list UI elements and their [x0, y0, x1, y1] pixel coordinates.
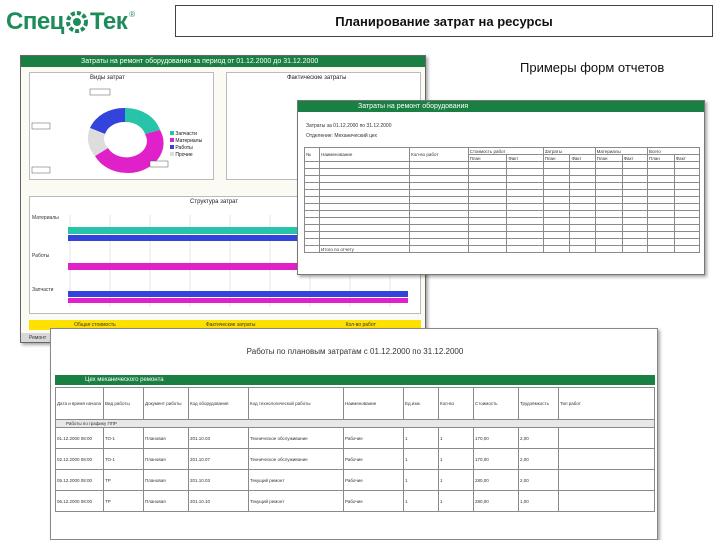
panel-title: Фактические затраты [287, 75, 347, 81]
table-row [305, 197, 700, 204]
table-row [305, 204, 700, 211]
legend-item: Работы [170, 145, 202, 152]
summary-item: Общая стоимость [74, 322, 116, 328]
column-header: Трудоёмкость [519, 388, 559, 420]
filter-label: Отделение: Механический цех [306, 133, 378, 139]
window-title-bar[interactable]: Затраты на ремонт оборудования за период от 01.12.2000 до 31.12.2000 [21, 56, 425, 67]
column-header: № [305, 148, 320, 162]
page-title: Планирование затрат на ресурсы [175, 5, 713, 37]
bar-label: Работы [32, 253, 50, 259]
table-row [305, 211, 700, 218]
table-row [305, 183, 700, 190]
table-row: 06.12.2000 08:00 ТР Плановая 201.10.10 Текущий ремонт Рабочие 1 1 280,00 1,00 [56, 491, 655, 512]
column-subheader: План [647, 155, 674, 162]
donut-legend [170, 131, 202, 159]
table-row: 01.12.2000 08:00 ТО-1 Плановая 201.10.03 Техническое обслуживание Рабочие 1 1 170,00 2,00 [56, 428, 655, 449]
cost-table-window[interactable] [297, 100, 705, 275]
column-header: Вид работы [104, 388, 144, 420]
column-header: Кол-во работ [410, 148, 469, 162]
panel-title: Виды затрат [90, 75, 125, 81]
subsection-row: Работы по графику ППР [56, 420, 655, 428]
gear-icon [66, 11, 88, 33]
logo-registered: ® [129, 10, 136, 19]
logo-text-right: Тек [89, 8, 128, 35]
column-header: Документ работы [144, 388, 189, 420]
table-row: 02.12.2000 08:00 ТО-1 Плановая 201.10.07 Техническое обслуживание Рабочие 1 1 170,00 2,00 [56, 449, 655, 470]
report-title: Работы по плановым затратам с 01.12.2000 по 31.12.2000 [246, 347, 464, 356]
planned-works-report-window[interactable] [50, 328, 658, 540]
cost-types-panel [29, 72, 214, 180]
column-header: Наименование [320, 148, 410, 162]
column-header: Код оборудования [189, 388, 249, 420]
column-header: Наименование [344, 388, 404, 420]
bar-label: Материалы [32, 215, 59, 221]
summary-item: Фактические затраты [205, 322, 256, 328]
column-subheader: План [543, 155, 570, 162]
legend-item: Прочие [170, 152, 202, 159]
table-row [305, 218, 700, 225]
column-header: Дата и время начала [56, 388, 104, 420]
column-header: Материалы [595, 148, 647, 155]
status-bar: Ремонт [21, 333, 426, 343]
planned-works-table [55, 387, 655, 512]
column-header: Кол-во [439, 388, 474, 420]
table-row [305, 225, 700, 232]
table-row [305, 162, 700, 169]
table-row: 05.12.2000 08:00 ТР Плановая 201.10.03 Текущий ремонт Рабочие 1 1 280,00 2,00 [56, 470, 655, 491]
column-header: Код технологической работы [249, 388, 344, 420]
column-header: Стоимость работ [468, 148, 543, 155]
bar-spares [68, 291, 408, 297]
bar-spares-2 [68, 298, 408, 303]
summary-item: Кол-во работ [345, 322, 376, 328]
table-row [305, 176, 700, 183]
cost-table [304, 147, 700, 253]
column-subheader: Факт [622, 155, 647, 162]
column-subheader: План [468, 155, 507, 162]
column-subheader: План [595, 155, 622, 162]
column-subheader: Факт [570, 155, 595, 162]
bar-label: Запчасти [32, 287, 54, 293]
table-row [305, 239, 700, 246]
column-subheader: Факт [674, 155, 699, 162]
total-row [305, 246, 700, 253]
spectek-logo [6, 2, 166, 42]
column-header: Стоимость [474, 388, 519, 420]
column-header: Ед.изм. [404, 388, 439, 420]
section-header: Цех механического ремонта [55, 375, 655, 385]
legend-item: Материалы [170, 138, 202, 145]
page-subtitle: Примеры форм отчетов [520, 60, 665, 75]
table-row [305, 190, 700, 197]
column-header: Тип работ [559, 388, 655, 420]
window-title-bar[interactable]: Затраты на ремонт оборудования [298, 101, 704, 112]
logo-text-left: Спец [6, 8, 64, 35]
table-row [305, 232, 700, 239]
total-label: Итого по отчету [320, 246, 410, 253]
column-subheader: Факт [507, 155, 543, 162]
column-header: Затраты [543, 148, 595, 155]
table-row [305, 169, 700, 176]
column-header: Всего [647, 148, 699, 155]
panel-title: Структура затрат [190, 199, 239, 205]
legend-item: Запчасти [170, 131, 202, 138]
period-label: Затраты за 01.12.2000 по 31.12.2000 [306, 123, 392, 129]
